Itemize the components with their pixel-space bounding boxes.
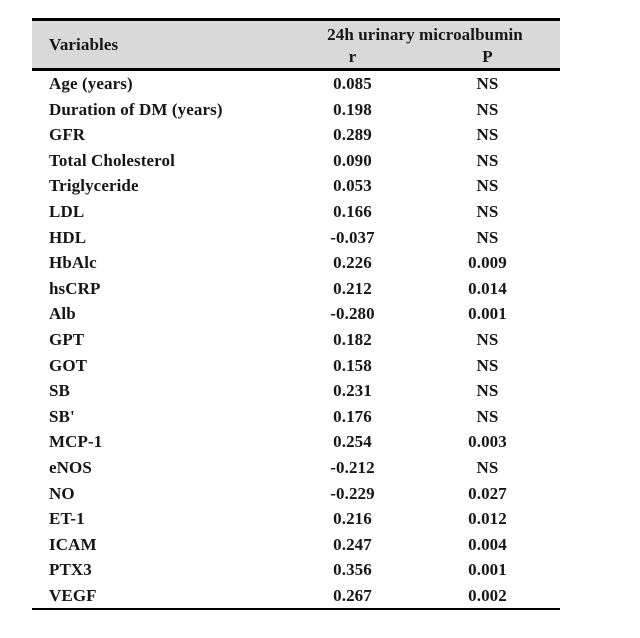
variable-name-cell: Alb: [49, 304, 76, 324]
variable-name-cell: Age (years): [49, 74, 133, 93]
r-value-cell: 0.212: [333, 278, 372, 298]
p-value-cell: 0.001: [468, 560, 507, 580]
variable-name-cell: ICAM: [49, 534, 97, 554]
table-row: [32, 173, 560, 199]
table-row: [32, 506, 560, 532]
table-row: [32, 225, 560, 251]
p-value-cell: NS: [476, 381, 499, 401]
table-row: [32, 276, 560, 302]
table-row: [32, 532, 560, 558]
table-row: [32, 557, 560, 583]
r-value-cell: 0.267: [290, 583, 415, 610]
table-header: [32, 20, 560, 70]
variable-name-cell: LDL: [49, 201, 85, 221]
p-value-cell: NS: [476, 457, 499, 477]
p-value-cell: 0.014: [468, 278, 507, 298]
p-value-cell: 0.003: [468, 432, 507, 452]
r-value-cell: 0.166: [333, 201, 372, 221]
r-value-cell: 0.231: [333, 381, 372, 401]
p-value-cell: NS: [476, 125, 499, 145]
variable-name-cell: SB: [49, 381, 70, 401]
variable-name-cell: Triglyceride: [49, 176, 139, 196]
r-value-cell: 0.216: [333, 509, 372, 529]
r-value-cell: 0.085: [333, 74, 372, 93]
variable-name-cell: GPT: [49, 329, 85, 349]
table-row: [32, 327, 560, 353]
variable-name-cell: NO: [49, 483, 75, 503]
r-value-cell: -0.229: [330, 483, 375, 503]
variable-name-cell: GFR: [49, 125, 86, 145]
table-row: [32, 97, 560, 123]
variable-name-cell: HDL: [49, 227, 87, 247]
table-row: [32, 301, 560, 327]
variable-name-cell: GOT: [49, 355, 88, 375]
variable-name-cell: PTX3: [49, 560, 92, 580]
variable-name-cell: Total Cholesterol: [49, 150, 175, 170]
p-value-cell: NS: [476, 150, 499, 170]
variable-name-cell: HbAlc: [49, 253, 97, 273]
variable-name-cell: hsCRP: [49, 278, 101, 298]
r-value-cell: 0.090: [333, 150, 372, 170]
p-value-cell: 0.002: [415, 583, 560, 610]
p-value-cell: NS: [476, 355, 499, 375]
table-row: [32, 378, 560, 404]
p-value-cell: NS: [476, 99, 499, 119]
table-row: [32, 199, 560, 225]
r-value-cell: 0.247: [333, 534, 372, 554]
r-value-cell: 0.289: [333, 125, 372, 145]
p-value-cell: 0.009: [468, 253, 507, 273]
r-value-cell: 0.158: [333, 355, 372, 375]
header-group-row: [32, 20, 560, 48]
correlation-table: [32, 18, 560, 610]
p-value-cell: 0.012: [468, 509, 507, 529]
table-row: [32, 122, 560, 148]
p-value-cell: NS: [476, 74, 499, 93]
r-value-cell: -0.280: [330, 304, 375, 324]
table-row: [32, 353, 560, 379]
table-row: [32, 404, 560, 430]
r-value-cell: -0.037: [330, 227, 375, 247]
p-column-header: P: [415, 47, 560, 70]
variable-name-cell: ET-1: [49, 509, 85, 529]
variables-column-header: Variables: [32, 20, 290, 70]
group-column-header: 24h urinary microalbumin: [290, 20, 560, 48]
p-value-cell: NS: [476, 201, 499, 221]
p-value-cell: 0.001: [468, 304, 507, 324]
r-value-cell: 0.356: [333, 560, 372, 580]
table-row: [32, 70, 560, 97]
r-value-cell: 0.254: [333, 432, 372, 452]
variable-name-cell: SB': [49, 406, 75, 426]
p-value-cell: NS: [476, 406, 499, 426]
variable-name-cell: Duration of DM (years): [49, 99, 223, 119]
table-row: [32, 250, 560, 276]
p-value-cell: NS: [476, 227, 499, 247]
p-value-cell: 0.004: [468, 534, 507, 554]
table-row: [32, 429, 560, 455]
r-value-cell: 0.182: [333, 329, 372, 349]
variable-name-cell: VEGF: [32, 583, 290, 610]
p-value-cell: NS: [476, 176, 499, 196]
r-value-cell: 0.176: [333, 406, 372, 426]
r-value-cell: -0.212: [330, 457, 375, 477]
p-value-cell: NS: [476, 329, 499, 349]
r-column-header: r: [290, 47, 415, 70]
r-value-cell: 0.053: [333, 176, 372, 196]
table-row: [32, 481, 560, 507]
table-body: [32, 70, 560, 610]
variable-name-cell: MCP-1: [49, 432, 103, 452]
variable-name-cell: eNOS: [49, 457, 92, 477]
r-value-cell: 0.226: [333, 253, 372, 273]
table-row: [32, 148, 560, 174]
table-row: [32, 583, 560, 610]
p-value-cell: 0.027: [468, 483, 507, 503]
r-value-cell: 0.198: [333, 99, 372, 119]
table-row: [32, 455, 560, 481]
